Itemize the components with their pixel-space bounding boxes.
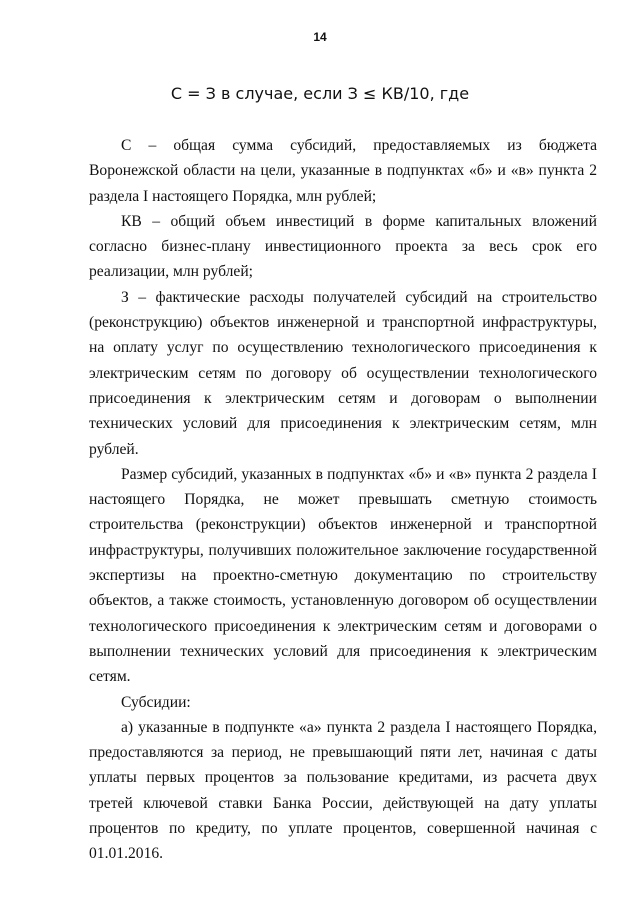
paragraph-z-definition: З – фактические расходы получателей субсидий на строительство (реконструкцию) объектов инженерной и транспортной инфраструктуры, на оплату услуг по осуществлению технологического присоединения к электрическим сетям по договору об осуществлении технологического присоединения к электрическим сетям и договорам о выполнении технических условий для присоединения к электрическим сетям, млн рублей.: [89, 288, 597, 458]
body-text: [89, 133, 597, 867]
paragraph-c-definition: С – общая сумма субсидий, предоставляемых из бюджета Воронежской области на цели, указанные в подпунктах «б» и «в» пункта 2 раздела I настоящего Порядка, млн рублей;: [89, 137, 597, 205]
paragraph-kv-definition: КВ – общий объем инвестиций в форме капитальных вложений согласно бизнес-плану инвестиционного проекта за весь срок его реализации, млн рублей;: [89, 212, 597, 281]
paragraph-item-a: а) указанные в подпункте «а» пункта 2 раздела I настоящего Порядка, предоставляются за период, не превышающий пяти лет, начиная с даты уплаты первых процентов за пользование кредитами, из расчета двух третей ключевой ставки Банка России, действующей на дату уплаты процентов по кредиту, по уплате процентов, совершенной начиная с 01.01.2016.: [89, 718, 597, 863]
page-number: 14: [313, 30, 327, 44]
paragraph-subsidy-limit: Размер субсидий, указанных в подпунктах «б» и «в» пункта 2 раздела I настоящего Порядка, не может превышать сметную стоимость строительства (реконструкции) объектов инженерной и транспортной инфраструктуры, получивших положительное заключение государственной экспертизы на проектно-сметную документацию по строительству объектов, а также стоимость, установленную договором об осуществлении технологического присоединения к электрическим сетям и договорами о выполнении технических условий для присоединения к электрическим сетям.: [89, 465, 597, 686]
formula-line: С = З в случае, если З ≤ КВ/10, где: [170, 84, 470, 103]
paragraph-subsidies-heading: Субсидии:: [121, 693, 191, 711]
